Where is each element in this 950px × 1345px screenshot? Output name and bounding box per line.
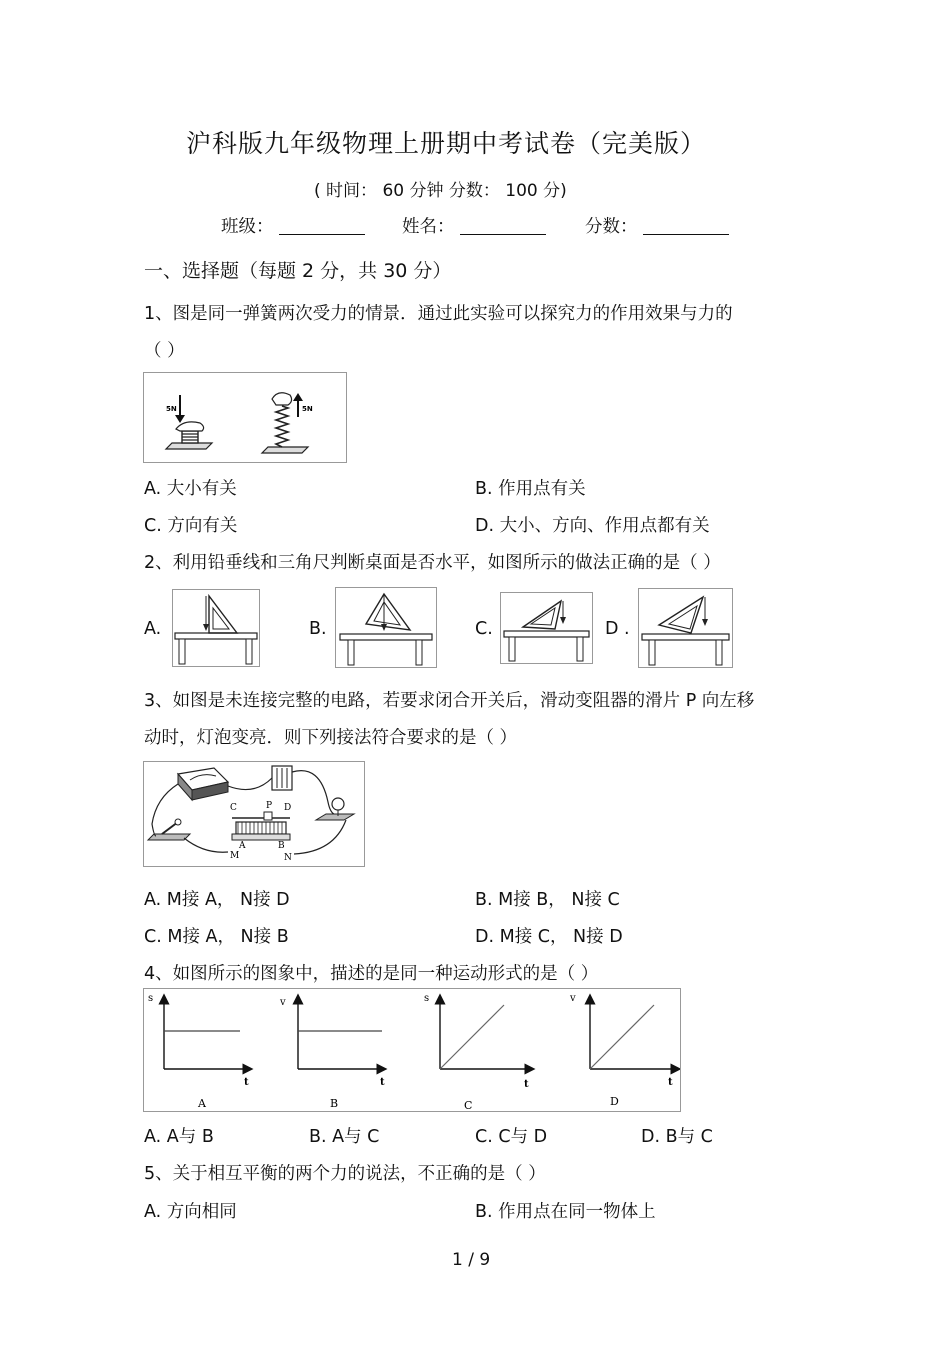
q3-option-a[interactable]: A. M接 A， N接 D (144, 890, 290, 910)
q4-graph-a-ylabel: s (148, 993, 154, 1004)
class-blank (279, 218, 365, 235)
q4-option-b[interactable]: B. A与 C (309, 1127, 380, 1147)
q4-stem: 4、如图所示的图象中，描述的是同一种运动形式的是（ ） (144, 964, 599, 984)
name-blank (460, 218, 546, 235)
q2-option-a-label[interactable]: A. (144, 619, 162, 639)
class-field (221, 213, 365, 238)
q1-option-b[interactable]: B. 作用点有关 (475, 479, 586, 499)
q1-force-label-right: 5N (302, 405, 313, 413)
q2-figure-c (500, 592, 593, 664)
q4-graph-b-xlabel: t (380, 1077, 385, 1088)
page-number: 1 / 9 (452, 1250, 491, 1270)
q4-option-d[interactable]: D. B与 C (641, 1127, 713, 1147)
q1-option-a[interactable]: A. 大小有关 (144, 479, 237, 499)
q4-graph-a-xlabel: t (244, 1077, 249, 1088)
q4-graph-c-ylabel: s (424, 993, 430, 1004)
q4-graph-c-xlabel: t (524, 1079, 529, 1090)
score-field (585, 213, 729, 238)
q3-wire-m: M (230, 851, 240, 861)
score-blank (643, 218, 729, 235)
q4-graph-c-caption: C (464, 1099, 473, 1111)
q1-option-d[interactable]: D. 大小、方向、作用点都有关 (475, 516, 710, 536)
q3-terminal-b: B (278, 841, 285, 851)
q2-option-b-label[interactable]: B. (309, 619, 327, 639)
q5-option-a[interactable]: A. 方向相同 (144, 1202, 237, 1222)
q2-figure-d (638, 588, 733, 668)
q3-stem-line1: 3、如图是未连接完整的电路，若要求闭合开关后，滑动变阻器的滑片 P 向左移 (144, 691, 755, 711)
q3-wire-n: N (284, 853, 292, 863)
q2-figure-a (172, 589, 260, 667)
q4-option-c[interactable]: C. C与 D (475, 1127, 548, 1147)
q1-force-label-left: 5N (166, 405, 177, 413)
name-label: 姓名： (402, 217, 455, 237)
q1-stem-paren: （ ） (144, 341, 185, 361)
q1-figure (143, 372, 347, 463)
exam-meta: ( 时间： 60 分钟 分数： 100 分) (314, 181, 567, 201)
q4-graph-d-ylabel: v (570, 993, 576, 1004)
q4-option-a[interactable]: A. A与 B (144, 1127, 214, 1147)
q3-terminal-c: C (230, 803, 237, 813)
q4-graph-b-ylabel: v (280, 997, 286, 1008)
q3-terminal-d: D (284, 803, 292, 813)
q2-option-d-label[interactable]: D . (605, 619, 630, 639)
q4-graph-d-xlabel: t (668, 1077, 673, 1088)
q3-slider-p: P (266, 801, 273, 811)
q3-stem-line2: 动时，灯泡变亮．则下列接法符合要求的是（ ） (144, 728, 518, 748)
q2-option-c-label[interactable]: C. (475, 619, 493, 639)
q5-option-b[interactable]: B. 作用点在同一物体上 (475, 1202, 656, 1222)
q2-figure-b (335, 587, 437, 668)
name-field (402, 213, 546, 238)
q3-option-c[interactable]: C. M接 A， N接 B (144, 927, 289, 947)
q3-option-b[interactable]: B. M接 B， N接 C (475, 890, 620, 910)
q5-stem: 5、关于相互平衡的两个力的说法，不正确的是（ ） (144, 1164, 546, 1184)
q3-option-d[interactable]: D. M接 C， N接 D (475, 927, 623, 947)
page-title: 沪科版九年级物理上册期中考试卷（完美版） (186, 129, 707, 158)
q3-circuit-figure (143, 761, 365, 867)
q4-graph-a-caption: A (198, 1097, 206, 1110)
q1-stem: 1、图是同一弹簧两次受力的情景．通过此实验可以探究力的作用效果与力的 (144, 304, 733, 324)
class-label: 班级： (221, 217, 274, 237)
q2-stem: 2、利用铅垂线和三角尺判断桌面是否水平，如图所示的做法正确的是（ ） (144, 553, 721, 573)
score-label: 分数： (585, 217, 638, 237)
q1-option-c[interactable]: C. 方向有关 (144, 516, 238, 536)
q4-graph-d-caption: D (610, 1095, 619, 1108)
q3-terminal-a: A (239, 841, 246, 851)
q4-graph-b-caption: B (330, 1097, 339, 1110)
q4-graphs-figure (143, 988, 681, 1112)
section-heading: 一、选择题（每题 2 分，共 30 分） (144, 260, 452, 282)
